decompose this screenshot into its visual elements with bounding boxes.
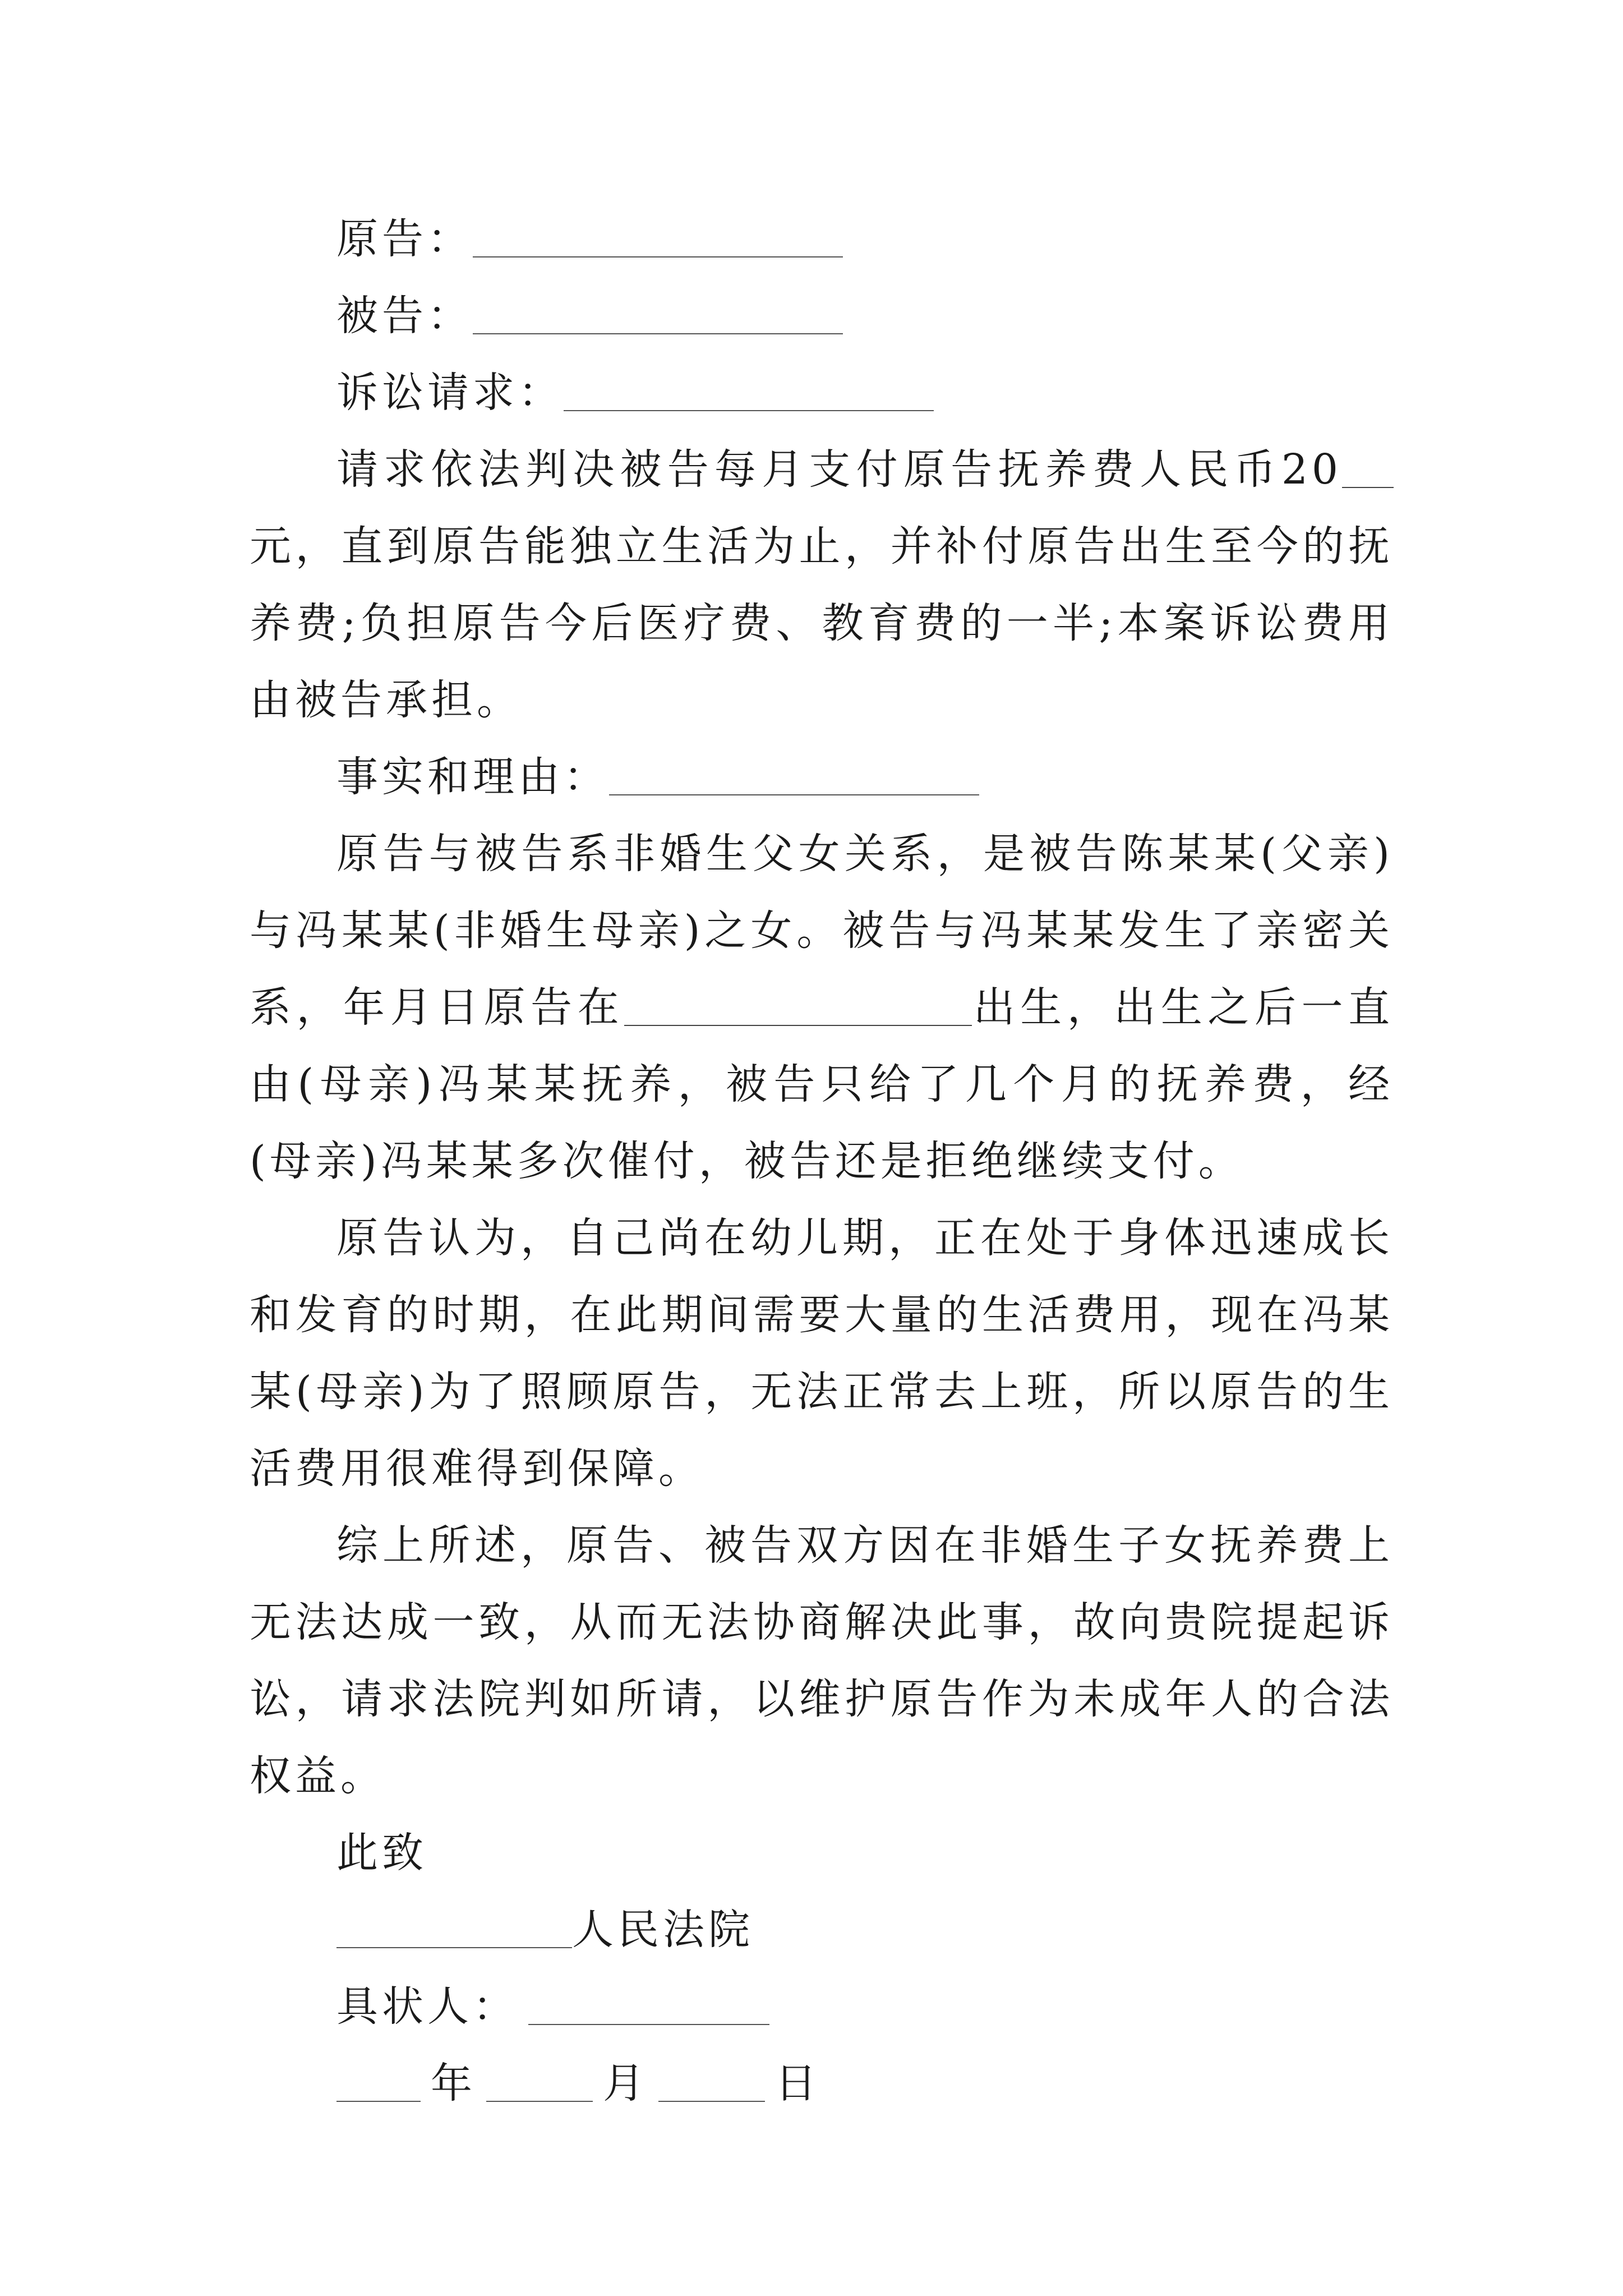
court-blank — [336, 1913, 572, 1948]
claims-blank — [564, 376, 934, 411]
facts-paragraph-3: 综上所述，原告、被告双方因在非婚生子女抚养费上无法达成一致，从而无法协商解决此事，故向贵院提起诉讼，请求法院判如所请，以维护原告作为未成年人的合法权益。 — [250, 1521, 1394, 1800]
signer-label: 具状人： — [336, 1982, 518, 2031]
facts-p1-before: 原告与被告系非婚生父女关系，是被告陈某某(父亲)与冯某某(非婚生母亲)之女。被告与冯某某发生了亲密关系，年月日原告在 — [250, 830, 1394, 1032]
salutation-line — [250, 1815, 1394, 1892]
court-suffix: 人民法院 — [572, 1906, 754, 1954]
year-blank — [336, 2067, 421, 2102]
facts-blank — [609, 761, 979, 795]
signer-blank — [528, 1990, 769, 2025]
facts-line — [250, 739, 1394, 816]
defendant-blank — [473, 300, 843, 334]
year-label: 年 — [431, 2059, 476, 2108]
facts-p1-after: 出生，出生之后一直由(母亲)冯某某抚养，被告只给了几个月的抚养费，经(母亲)冯某某多次催付，被告还是拒绝继续支付。 — [250, 983, 1394, 1185]
facts-label: 事实和理由： — [336, 753, 609, 801]
claims-text-before: 请求依法判决被告每月支付原告抚养费人民币20 — [336, 445, 1342, 494]
claims-text-after: 元，直到原告能独立生活为止，并补付原告出生至今的抚养费;负担原告今后医疗费、教育费的一半;本案诉讼费用由被告承担。 — [250, 522, 1394, 724]
facts-paragraph-1 — [250, 816, 1394, 1200]
signer-line — [250, 1968, 1394, 2045]
day-label: 日 — [775, 2059, 820, 2108]
date-line — [250, 2045, 1394, 2122]
birthplace-blank — [624, 993, 972, 1026]
claims-line — [250, 355, 1394, 431]
complaint-body — [250, 201, 1394, 2122]
plaintiff-line — [250, 201, 1394, 278]
facts-paragraph-2: 原告认为，自己尚在幼儿期，正在处于身体迅速成长和发育的时期，在此期间需要大量的生活费用，现在冯某某(母亲)为了照顾原告，无法正常去上班，所以原告的生活费用很难得到保障。 — [250, 1214, 1394, 1493]
defendant-line — [250, 278, 1394, 355]
amount-blank — [1342, 455, 1394, 488]
claims-label: 诉讼请求： — [336, 369, 564, 417]
court-line — [250, 1892, 1394, 1968]
day-blank — [658, 2067, 765, 2102]
plaintiff-blank — [473, 223, 843, 257]
claims-paragraph — [250, 431, 1394, 739]
month-label: 月 — [603, 2059, 648, 2108]
defendant-label: 被告： — [336, 292, 473, 340]
salutation: 此致 — [336, 1829, 427, 1877]
month-blank — [486, 2067, 593, 2102]
plaintiff-label: 原告： — [336, 215, 473, 263]
